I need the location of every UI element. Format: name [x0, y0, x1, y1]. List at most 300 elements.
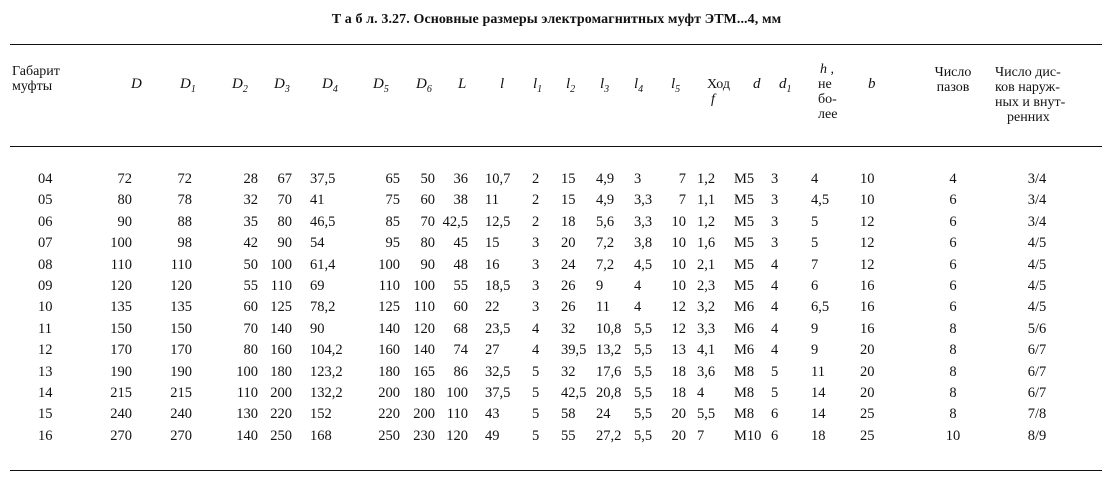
table-cell: 4/5: [1027, 256, 1047, 273]
table-cell: 170: [110, 342, 132, 359]
table-cell: 100: [446, 385, 468, 401]
table-cell: 9: [811, 320, 819, 337]
table-cell: 230: [413, 427, 435, 444]
table-cell: 25: [860, 406, 875, 423]
top-rule: [10, 44, 1102, 45]
header-pazov: Число пазов: [934, 65, 972, 95]
table-cell: 3: [532, 299, 540, 316]
header-gabarit: Габарит муфты: [12, 64, 60, 94]
table-cell: 85: [385, 213, 400, 230]
table-cell: 90: [310, 320, 325, 337]
table-cell: 100: [413, 278, 435, 294]
table-cell: 135: [170, 299, 192, 316]
table-cell: 10: [671, 213, 686, 230]
table-cell: 3,3: [697, 320, 716, 337]
table-cell: 14: [811, 385, 826, 401]
header-D5: $D_5$: [373, 76, 389, 95]
table-cell: 22: [485, 299, 500, 316]
table-cell: 98: [177, 235, 192, 252]
table-cell: 12: [860, 235, 875, 252]
table-cell: 18: [671, 385, 686, 401]
table-cell: 110: [446, 406, 468, 423]
table-cell: 2: [532, 171, 540, 187]
table-cell: 10: [671, 256, 686, 273]
table-cell: 15: [38, 406, 53, 423]
table-cell: 32: [561, 320, 576, 337]
table-cell: 250: [378, 427, 400, 444]
table-cell: 28: [243, 171, 258, 187]
table-cell: 20: [671, 427, 686, 444]
table-cell: 1,2: [697, 213, 716, 230]
table-cell: 36: [453, 171, 468, 187]
table-cell: 125: [378, 299, 400, 316]
table-cell: 8: [949, 320, 957, 337]
table-cell: 13: [671, 342, 686, 359]
table-cell: 220: [270, 406, 292, 423]
header-D4: $D_4$: [322, 76, 338, 95]
table-cell: 140: [413, 342, 435, 359]
table-cell: 3,2: [697, 299, 716, 316]
table-row: [0, 235, 1113, 256]
table-cell: 20: [860, 385, 875, 401]
table-cell: 20: [561, 235, 576, 252]
table-cell: 270: [110, 427, 132, 444]
table-cell: 6: [949, 278, 957, 294]
table-cell: M5: [734, 256, 755, 273]
table-cell: 180: [378, 363, 400, 380]
table-cell: 220: [378, 406, 400, 423]
header-d1: $d_1$: [779, 76, 792, 95]
table-cell: 110: [413, 299, 435, 316]
table-cell: M5: [734, 192, 755, 209]
table-cell: 04: [38, 171, 53, 187]
table-cell: 5: [771, 363, 779, 380]
table-cell: 18: [671, 363, 686, 380]
table-cell: 90: [117, 213, 132, 230]
table-cell: 4: [949, 171, 957, 187]
table-cell: 13,2: [596, 342, 622, 359]
table-cell: 190: [110, 363, 132, 380]
table-cell: 2: [532, 213, 540, 230]
table-cell: 49: [485, 427, 500, 444]
table-cell: 42,5: [561, 385, 587, 401]
table-cell: 5: [811, 213, 819, 230]
table-cell: 6: [949, 299, 957, 316]
table-row: [0, 342, 1113, 363]
table-cell: 86: [453, 363, 468, 380]
table-cell: 1,2: [697, 171, 716, 187]
table-cell: 4: [771, 342, 779, 359]
table-cell: 6: [771, 427, 779, 444]
table-cell: 67: [277, 171, 292, 187]
table-cell: 46,5: [310, 213, 336, 230]
table-cell: 08: [38, 256, 53, 273]
table-cell: 5: [532, 406, 540, 423]
table-cell: 7: [697, 427, 705, 444]
table-cell: M8: [734, 385, 755, 401]
table-cell: 68: [453, 320, 468, 337]
header-rule: [10, 146, 1102, 147]
table-cell: 150: [170, 320, 192, 337]
table-cell: 74: [453, 342, 468, 359]
table-cell: 8: [949, 342, 957, 359]
table-cell: 6: [949, 235, 957, 252]
table-cell: 5: [771, 385, 779, 401]
table-cell: 4: [811, 171, 819, 187]
table-cell: 135: [110, 299, 132, 316]
table-cell: 7/8: [1027, 406, 1047, 423]
table-cell: 12: [38, 342, 53, 359]
table-cell: 3: [532, 256, 540, 273]
table-cell: 123,2: [310, 363, 343, 380]
table-cell: 80: [243, 342, 258, 359]
table-cell: 3,6: [697, 363, 716, 380]
table-cell: 240: [170, 406, 192, 423]
table-cell: M8: [734, 363, 755, 380]
table-cell: 16: [38, 427, 53, 444]
table-cell: 55: [453, 278, 468, 294]
header-b: b: [868, 76, 876, 92]
table-cell: 25: [860, 427, 875, 444]
table-cell: 215: [110, 385, 132, 401]
table-cell: 200: [413, 406, 435, 423]
table-cell: M5: [734, 171, 755, 187]
table-cell: 12: [860, 213, 875, 230]
table-cell: 5,5: [634, 427, 653, 444]
table-cell: 60: [420, 192, 435, 209]
table-row: [0, 278, 1113, 299]
table-cell: 06: [38, 213, 53, 230]
table-cell: 18: [811, 427, 826, 444]
table-cell: 11: [596, 299, 610, 316]
table-cell: 4: [634, 278, 642, 294]
table-cell: 4,5: [634, 256, 653, 273]
table-cell: 15: [561, 171, 576, 187]
table-cell: 41: [310, 192, 325, 209]
table-cell: 12,5: [485, 213, 511, 230]
table-cell: 70: [277, 192, 292, 209]
table-cell: 3: [771, 192, 779, 209]
table-cell: 16: [860, 320, 875, 337]
table-cell: M5: [734, 213, 755, 230]
table-cell: 6,5: [811, 299, 830, 316]
table-cell: 100: [236, 363, 258, 380]
table-cell: 250: [270, 427, 292, 444]
table-cell: 26: [561, 299, 576, 316]
table-cell: 6/7: [1027, 363, 1047, 380]
header-D: D: [131, 76, 142, 92]
table-cell: 2,3: [697, 278, 716, 294]
table-cell: M6: [734, 299, 755, 316]
header-l2: $l_2$: [566, 76, 576, 95]
table-cell: 27: [485, 342, 500, 359]
table-cell: 7,2: [596, 235, 615, 252]
table-cell: 10: [671, 278, 686, 294]
table-row: [0, 385, 1113, 406]
table-row: [0, 299, 1113, 320]
table-cell: 3: [634, 171, 642, 187]
table-cell: 100: [110, 235, 132, 252]
table-cell: 60: [453, 299, 468, 316]
header-L: L: [458, 76, 467, 92]
table-cell: 8: [949, 363, 957, 380]
table-cell: 130: [236, 406, 258, 423]
table-title: Т а б л. 3.27. Основные размеры электромагнитных муфт ЭТМ...4, мм: [331, 12, 782, 27]
table-row: [0, 171, 1113, 192]
table-cell: 72: [177, 171, 192, 187]
table-cell: 3: [532, 278, 540, 294]
table-cell: 150: [110, 320, 132, 337]
table-cell: 2: [532, 192, 540, 209]
table-cell: 09: [38, 278, 53, 294]
table-cell: 4: [532, 320, 540, 337]
table-cell: 61,4: [310, 256, 336, 273]
header-l4: $l_4$: [634, 76, 644, 95]
table-cell: 12: [860, 256, 875, 273]
table-cell: 37,5: [485, 385, 511, 401]
header-D3: $D_3$: [274, 76, 290, 95]
table-cell: 9: [596, 278, 604, 294]
table-cell: 5: [811, 235, 819, 252]
table-cell: 4: [771, 320, 779, 337]
table-cell: 10: [38, 299, 53, 316]
table-cell: 50: [243, 256, 258, 273]
bottom-rule: [10, 470, 1102, 471]
table-cell: 2,1: [697, 256, 716, 273]
table-cell: 65: [385, 171, 400, 187]
table-cell: 80: [117, 192, 132, 209]
table-cell: 20,8: [596, 385, 622, 401]
table-cell: 4,1: [697, 342, 716, 359]
table-cell: 55: [243, 278, 258, 294]
header-h: h , не бо- лее: [818, 62, 838, 122]
table-cell: 11: [811, 363, 825, 380]
table-cell: 72: [117, 171, 132, 187]
table-cell: 6: [771, 406, 779, 423]
table-cell: 6/7: [1027, 342, 1047, 359]
table-cell: 240: [110, 406, 132, 423]
table-cell: 20: [671, 406, 686, 423]
table-cell: 180: [270, 363, 292, 380]
table-cell: 3: [771, 235, 779, 252]
table-cell: 10: [860, 171, 875, 187]
table-cell: 4,9: [596, 192, 615, 209]
table-cell: 6: [811, 278, 819, 294]
table-cell: 168: [310, 427, 332, 444]
table-cell: 5,5: [634, 385, 653, 401]
table-cell: 32,5: [485, 363, 511, 380]
table-cell: 215: [170, 385, 192, 401]
table-cell: M5: [734, 278, 755, 294]
table-cell: 20: [860, 363, 875, 380]
table-cell: 43: [485, 406, 500, 423]
table-cell: 120: [413, 320, 435, 337]
table-cell: 90: [277, 235, 292, 252]
table-cell: 12: [671, 320, 686, 337]
table-cell: 16: [860, 299, 875, 316]
table-cell: 11: [485, 192, 499, 209]
table-cell: 3/4: [1027, 192, 1047, 209]
table-cell: 104,2: [310, 342, 343, 359]
table-cell: 8: [949, 385, 957, 401]
table-cell: 3/4: [1027, 213, 1047, 230]
table-cell: 3,3: [634, 213, 653, 230]
table-cell: 17,6: [596, 363, 622, 380]
header-diskov: Число дис- ков наруж- ных и внут- ренних: [995, 65, 1066, 125]
table-cell: 110: [110, 256, 132, 273]
table-cell: 88: [177, 213, 192, 230]
table-cell: 10: [945, 427, 961, 444]
table-cell: 5: [532, 385, 540, 401]
table-cell: 6: [949, 256, 957, 273]
table-cell: 80: [277, 213, 292, 230]
table-cell: 110: [170, 256, 192, 273]
table-cell: 12: [671, 299, 686, 316]
table-cell: 24: [561, 256, 576, 273]
table-cell: 50: [420, 171, 435, 187]
table-row: [0, 321, 1113, 342]
table-cell: 3: [771, 171, 779, 187]
table-cell: 5,5: [697, 406, 716, 423]
table-cell: M8: [734, 406, 755, 423]
table-row: [0, 214, 1113, 235]
table-cell: 6: [949, 192, 957, 209]
table-cell: 70: [243, 320, 258, 337]
header-D6: $D_6$: [416, 76, 432, 95]
table-cell: 140: [236, 427, 258, 444]
header-l: l: [500, 76, 505, 92]
table-cell: 4,5: [811, 192, 830, 209]
table-cell: 270: [170, 427, 192, 444]
table-cell: 4: [771, 278, 779, 294]
table-cell: 18,5: [485, 278, 511, 294]
header-l3: $l_3$: [600, 76, 610, 95]
table-cell: 90: [420, 256, 435, 273]
table-cell: 120: [110, 278, 132, 294]
table-cell: 37,5: [310, 171, 336, 187]
header-d: d: [753, 76, 761, 92]
table-cell: 7: [678, 192, 686, 209]
table-cell: 80: [420, 235, 435, 252]
table-cell: 4: [771, 299, 779, 316]
table-cell: 4: [634, 299, 642, 316]
table-cell: 4/5: [1027, 299, 1047, 316]
table-cell: M10: [734, 427, 762, 444]
table-cell: 11: [38, 320, 52, 337]
table-cell: 4/5: [1027, 235, 1047, 252]
table-cell: 5,5: [634, 406, 653, 423]
table-cell: 4: [532, 342, 540, 359]
table-cell: 140: [378, 320, 400, 337]
table-cell: 10: [671, 235, 686, 252]
table-row: [0, 406, 1113, 427]
table-cell: 70: [420, 213, 435, 230]
header-l1: $l_1$: [533, 76, 543, 95]
table-cell: 32: [243, 192, 258, 209]
table-cell: 13: [38, 363, 53, 380]
table-cell: 6/7: [1027, 385, 1047, 401]
table-cell: 48: [453, 256, 468, 273]
table-row: [0, 257, 1113, 278]
table-cell: 4: [697, 385, 705, 401]
table-cell: 4,9: [596, 171, 615, 187]
table-cell: 95: [385, 235, 400, 252]
header-l5: $l_5$: [671, 76, 681, 95]
table-cell: 32: [561, 363, 576, 380]
table-cell: 160: [378, 342, 400, 359]
table-cell: 160: [270, 342, 292, 359]
table-cell: 14: [38, 385, 53, 401]
table-cell: 16: [485, 256, 500, 273]
table-cell: 125: [270, 299, 292, 316]
table-cell: 07: [38, 235, 53, 252]
table-cell: 45: [453, 235, 468, 252]
table-cell: 120: [170, 278, 192, 294]
table-cell: 38: [453, 192, 468, 209]
table-cell: 110: [236, 385, 258, 401]
table-cell: 180: [413, 385, 435, 401]
table-cell: 8/9: [1027, 427, 1047, 444]
table-cell: 55: [561, 427, 576, 444]
table-cell: 5: [532, 427, 540, 444]
table-cell: 14: [811, 406, 826, 423]
table-cell: 78: [177, 192, 192, 209]
header-hod: Ход f: [707, 77, 730, 107]
table-cell: 3: [532, 235, 540, 252]
table-cell: 6: [949, 213, 957, 230]
table-cell: 1,1: [697, 192, 716, 209]
table-cell: 110: [378, 278, 400, 294]
table-cell: 3: [771, 213, 779, 230]
table-row: [0, 428, 1113, 449]
table-cell: 100: [270, 256, 292, 273]
table-cell: 9: [811, 342, 819, 359]
table-cell: 4/5: [1027, 278, 1047, 294]
table-cell: 8: [949, 406, 957, 423]
table-cell: 3/4: [1027, 171, 1047, 187]
table-cell: 5,5: [634, 342, 653, 359]
table-cell: 5,5: [634, 320, 653, 337]
table-cell: 110: [270, 278, 292, 294]
table-cell: 69: [310, 278, 325, 294]
table-cell: 152: [310, 406, 332, 423]
table-cell: 39,5: [561, 342, 587, 359]
table-cell: 26: [561, 278, 576, 294]
table-cell: 100: [378, 256, 400, 273]
table-cell: 4: [771, 256, 779, 273]
table-cell: 78,2: [310, 299, 336, 316]
table-cell: 58: [561, 406, 576, 423]
table-cell: M6: [734, 342, 755, 359]
table-cell: 3,3: [634, 192, 653, 209]
table-cell: 5/6: [1027, 320, 1047, 337]
table-cell: 23,5: [485, 320, 511, 337]
table-cell: 5,6: [596, 213, 615, 230]
table-cell: 60: [243, 299, 258, 316]
table-cell: 35: [243, 213, 258, 230]
table-cell: 132,2: [310, 385, 343, 401]
table-cell: 18: [561, 213, 576, 230]
table-cell: 20: [860, 342, 875, 359]
table-cell: 200: [378, 385, 400, 401]
table-cell: 27,2: [596, 427, 622, 444]
table-cell: 5,5: [634, 363, 653, 380]
table-cell: 5: [532, 363, 540, 380]
table-cell: 54: [310, 235, 325, 252]
table-cell: 140: [270, 320, 292, 337]
table-cell: 200: [270, 385, 292, 401]
table-cell: 10,7: [485, 171, 511, 187]
